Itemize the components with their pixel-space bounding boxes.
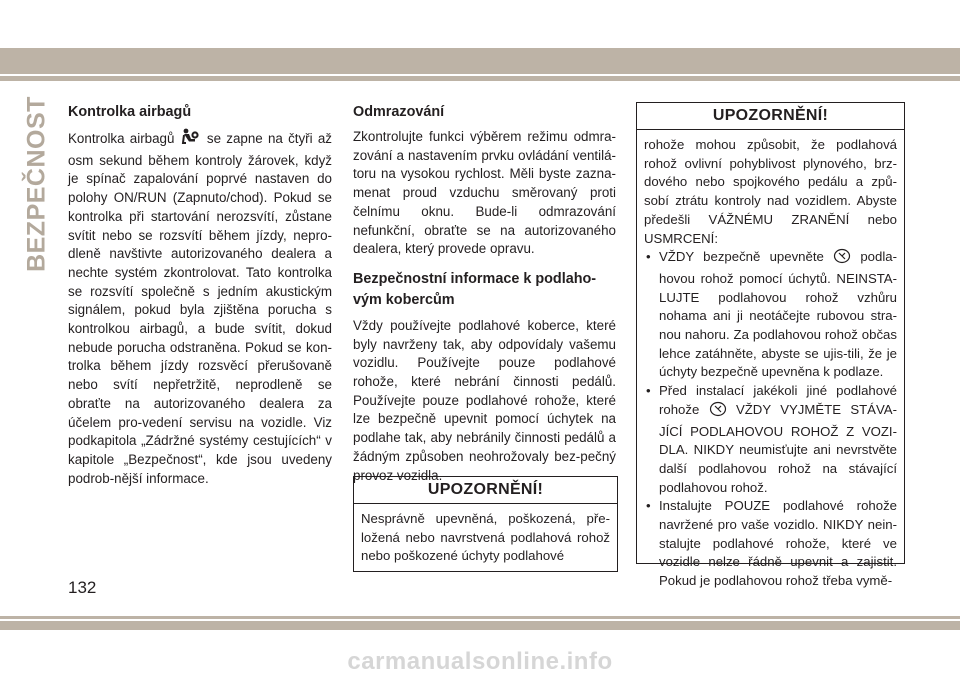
heading-defrost: Odmrazování: [353, 104, 445, 120]
airbag-paragraph-start: Kontrolka airbagů: [68, 131, 175, 146]
warning-intro: rohože mohou způsobit, že podlahová rohož ovlivní pohyblivost plynového, brz-dového nebo spojkového pedálu a způ-sobí ztrátu kontroly nad vozidlem. Abyste předešli VÁŽNÉMU ZRANĚNÍ nebo USMRCENÍ:: [644, 137, 897, 246]
column-1: [68, 102, 332, 488]
defrost-paragraph: Zkontrolujte funkci výběrem režimu odmra-zování a nastavením prvku ovládání ventilá-toru na vysokou rychlost. Měli byste zazna-menat proud vzduchu směrovaný proti čelnímu oknu. Bude-li odmrazování nefunkční, obraťte se na autorizovaného dealera, který provede opravu.: [353, 129, 616, 257]
heading-floor-mats: Bezpečnostní informace k podlaho-vým kobercům: [353, 270, 597, 308]
bullet-1-start: VŽDY bezpečně upevněte: [659, 249, 824, 265]
warning-title: UPOZORNĚNÍ!: [637, 103, 904, 130]
footer-band: [0, 616, 960, 630]
warning-list: [644, 248, 897, 591]
bullet-1-rest: podla-hovou rohož pomocí úchytů. NEINSTA-LUJTE podlahovou rohož vzhůru nohama ani ji neotáčejte rubovou stra-nou nahoru. Za podlahovou rohož občas lehce zatáhněte, abyste se ujis-tili, že je úchyty bezpečně upevněna k podlaze.: [659, 249, 897, 380]
list-item: • Instalujte POUZE podlahové rohože navržené pro vaše vozidlo. NIKDY nein-stalujte podlahové rohože, které ve vozidle nelze řádně upevnit a zajistit. Pokud je podlahovou rohož třeba vymě-: [644, 497, 897, 591]
bullet-2-start: Před instalací jakékoli jiné podlahové rohože: [659, 383, 897, 417]
airbag-warning-icon: [180, 128, 202, 152]
list-item: [644, 382, 897, 497]
watermark: carmanualsonline.info: [347, 648, 613, 675]
warning-title: UPOZORNĚNÍ!: [354, 477, 617, 504]
floor-mat-hook-icon: [709, 401, 727, 423]
column-2: [353, 102, 616, 485]
warning-box-2: [636, 102, 905, 589]
warning-text: Nesprávně upevněná, poškozená, pře-ložená nebo navrstvená podlahová rohož nebo poškozené úchyty podlahové: [361, 511, 610, 564]
page-number: 132: [68, 578, 97, 597]
bullet-2-rest: VŽDY VYJMĚTE STÁVA-JÍCÍ PODLAHOVOU ROHOŽ Z VOZI-DLA. NIKDY neumisťujte ani nevrstvěte další podlahovou rohož na stávající podlahovou rohož.: [659, 401, 897, 495]
list-item: [644, 248, 897, 382]
section-tab-label: BEZPEČNOST: [22, 96, 51, 272]
airbag-paragraph: [68, 128, 332, 488]
warning-box-1: [353, 476, 618, 572]
floor-mat-hook-icon: [833, 248, 851, 270]
heading-airbag-light: Kontrolka airbagů: [68, 104, 192, 120]
section-tab: [22, 96, 52, 272]
airbag-paragraph-rest: se zapne na čtyři až osm sekund během kontroly žárovek, když je spínač zapalování poprvé nastaven do polohy ON/RUN (Zapnuto/chod). Pokud se kontrolka při startování nerozsvítí, zůstane svítit nebo se rozsvítí během jízdy, nepro-dleně navštivte autorizovaného dealera a nechte systém zkontrolovat. Tato kontrolka se rozsvítí společně s jedním akustickým signálem, pokud byla zjištěna porucha s kontrolkou airbagů, a bude svítit, dokud nebude porucha odstraněna. Pokud se kon-trolka během jízdy rozsvěcí přerušovaně nebo svítí nepřetržitě, neprodleně se obraťte na autorizovaného dealera za účelem pro-vedení servisu na vozidle. Viz podkapitola „Zádržné systémy cestujících“ v kapitole „Bezpečnost“, kde jsou uvedeny podrob-nější informace.: [68, 131, 332, 486]
header-band: [0, 48, 960, 81]
floor-mats-paragraph: Vždy používejte podlahové koberce, které byly navrženy tak, aby odpovídaly vašemu vozidlu. Používejte pouze podlahové rohože, které nebrání činnosti pedálů. Používejte pouze podlahové rohože, které lze bezpečně upevnit pomocí úchytek na podlahe tak, aby nebránily činnosti pedálů a žádným způsoben neohrožovaly bez-pečný provoz vozidla.: [353, 317, 616, 483]
warning-body: [637, 130, 904, 591]
